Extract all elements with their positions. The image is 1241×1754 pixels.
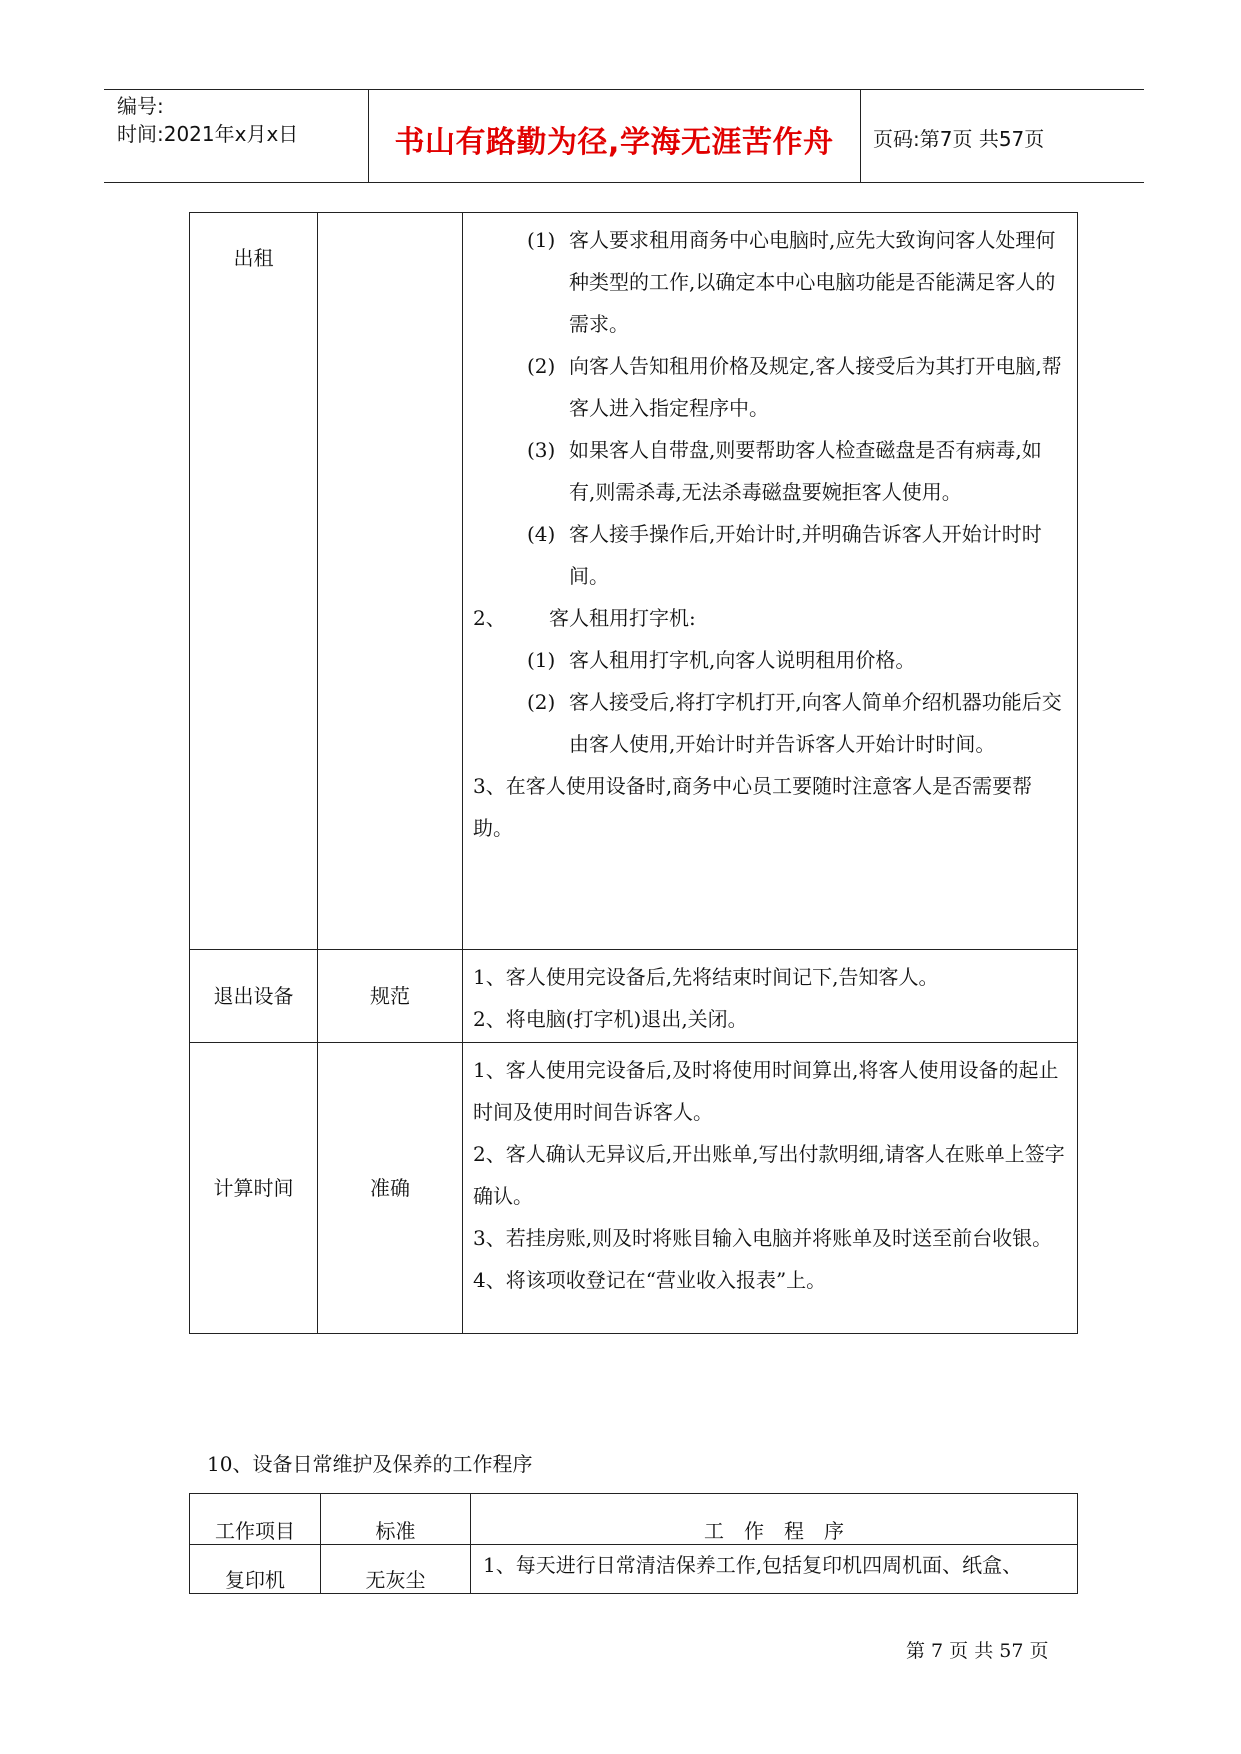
- table-header-row: [190, 1494, 1078, 1545]
- header-motto: 书山有路勤为径,学海无涯苦作舟: [394, 125, 834, 160]
- list-item: (2) 客人接受后,将打字机打开,向客人简单介绍机器功能后交由客人使用,开始计时并告诉客人开始计时时间。: [527, 690, 1062, 756]
- list-item: (1) 客人要求租用商务中心电脑时,应先大致询问客人处理何种类型的工作,以确定本中心电脑功能是否能满足客人的需求。: [527, 228, 1056, 336]
- header-page-label: 页码:第7页 共57页: [873, 127, 1045, 151]
- item-cell: 复印机: [190, 1545, 321, 1594]
- procedure-table: [189, 212, 1078, 1334]
- header-divider-2: [860, 89, 861, 182]
- procedure-cell: [463, 213, 1078, 950]
- column-header: 标准: [321, 1494, 471, 1545]
- header-left-block: [117, 92, 298, 148]
- table-row: [190, 1545, 1078, 1594]
- item-cell: 计算时间: [190, 1043, 318, 1334]
- list-item: (4) 客人接手操作后,开始计时,并明确告诉客人开始计时时间。: [527, 522, 1042, 588]
- list-item: 4、将该项收登记在“营业收入报表”上。: [473, 1268, 827, 1292]
- standard-cell: 规范: [318, 950, 463, 1043]
- item-cell: 退出设备: [190, 950, 318, 1043]
- list-item: (3) 如果客人自带盘,则要帮助客人检查磁盘是否有病毒,如有,则需杀毒,无法杀毒磁盘要婉拒客人使用。: [527, 438, 1042, 504]
- serial-label: 编号:: [117, 94, 164, 118]
- standard-cell: 无灰尘: [321, 1545, 471, 1594]
- standard-cell: 准确: [318, 1043, 463, 1334]
- table-row: [190, 950, 1078, 1043]
- item-cell: 出租: [190, 213, 318, 950]
- list-item: 3、若挂房账,则及时将账目输入电脑并将账单及时送至前台收银。: [473, 1226, 1053, 1250]
- procedure-cell: [463, 950, 1078, 1043]
- list-item: 2、客人确认无异议后,开出账单,写出付款明细,请客人在账单上签字确认。: [473, 1142, 1065, 1208]
- list-item: 1、客人使用完设备后,先将结束时间记下,告知客人。: [473, 965, 939, 989]
- maintenance-table: [189, 1493, 1078, 1594]
- standard-cell: [318, 213, 463, 950]
- header-top-rule: [104, 89, 1144, 90]
- column-header: 工作项目: [190, 1494, 321, 1545]
- table-row: [190, 1043, 1078, 1334]
- list-item: 2、 客人租用打字机:: [473, 606, 696, 630]
- procedure-cell: [463, 1043, 1078, 1334]
- list-item: (1) 客人租用打字机,向客人说明租用价格。: [527, 648, 916, 672]
- procedure-cell: 1、每天进行日常清洁保养工作,包括复印机四周机面、纸盒、: [471, 1545, 1078, 1594]
- page-footer: 第 7 页 共 57 页: [906, 1640, 1049, 1662]
- column-header: 工 作 程 序: [471, 1494, 1078, 1545]
- section-title: 10、设备日常维护及保养的工作程序: [207, 1452, 533, 1476]
- table-row: [190, 213, 1078, 950]
- list-item: 2、将电脑(打字机)退出,关闭。: [473, 1007, 748, 1031]
- list-item: (2) 向客人告知租用价格及规定,客人接受后为其打开电脑,帮客人进入指定程序中。: [527, 354, 1062, 420]
- list-item: 3、在客人使用设备时,商务中心员工要随时注意客人是否需要帮助。: [473, 774, 1033, 840]
- list-item: 1、客人使用完设备后,及时将使用时间算出,将客人使用设备的起止时间及使用时间告诉客人。: [473, 1058, 1059, 1124]
- time-label: 时间:2021年x月x日: [117, 122, 299, 146]
- header-bottom-rule: [104, 182, 1144, 183]
